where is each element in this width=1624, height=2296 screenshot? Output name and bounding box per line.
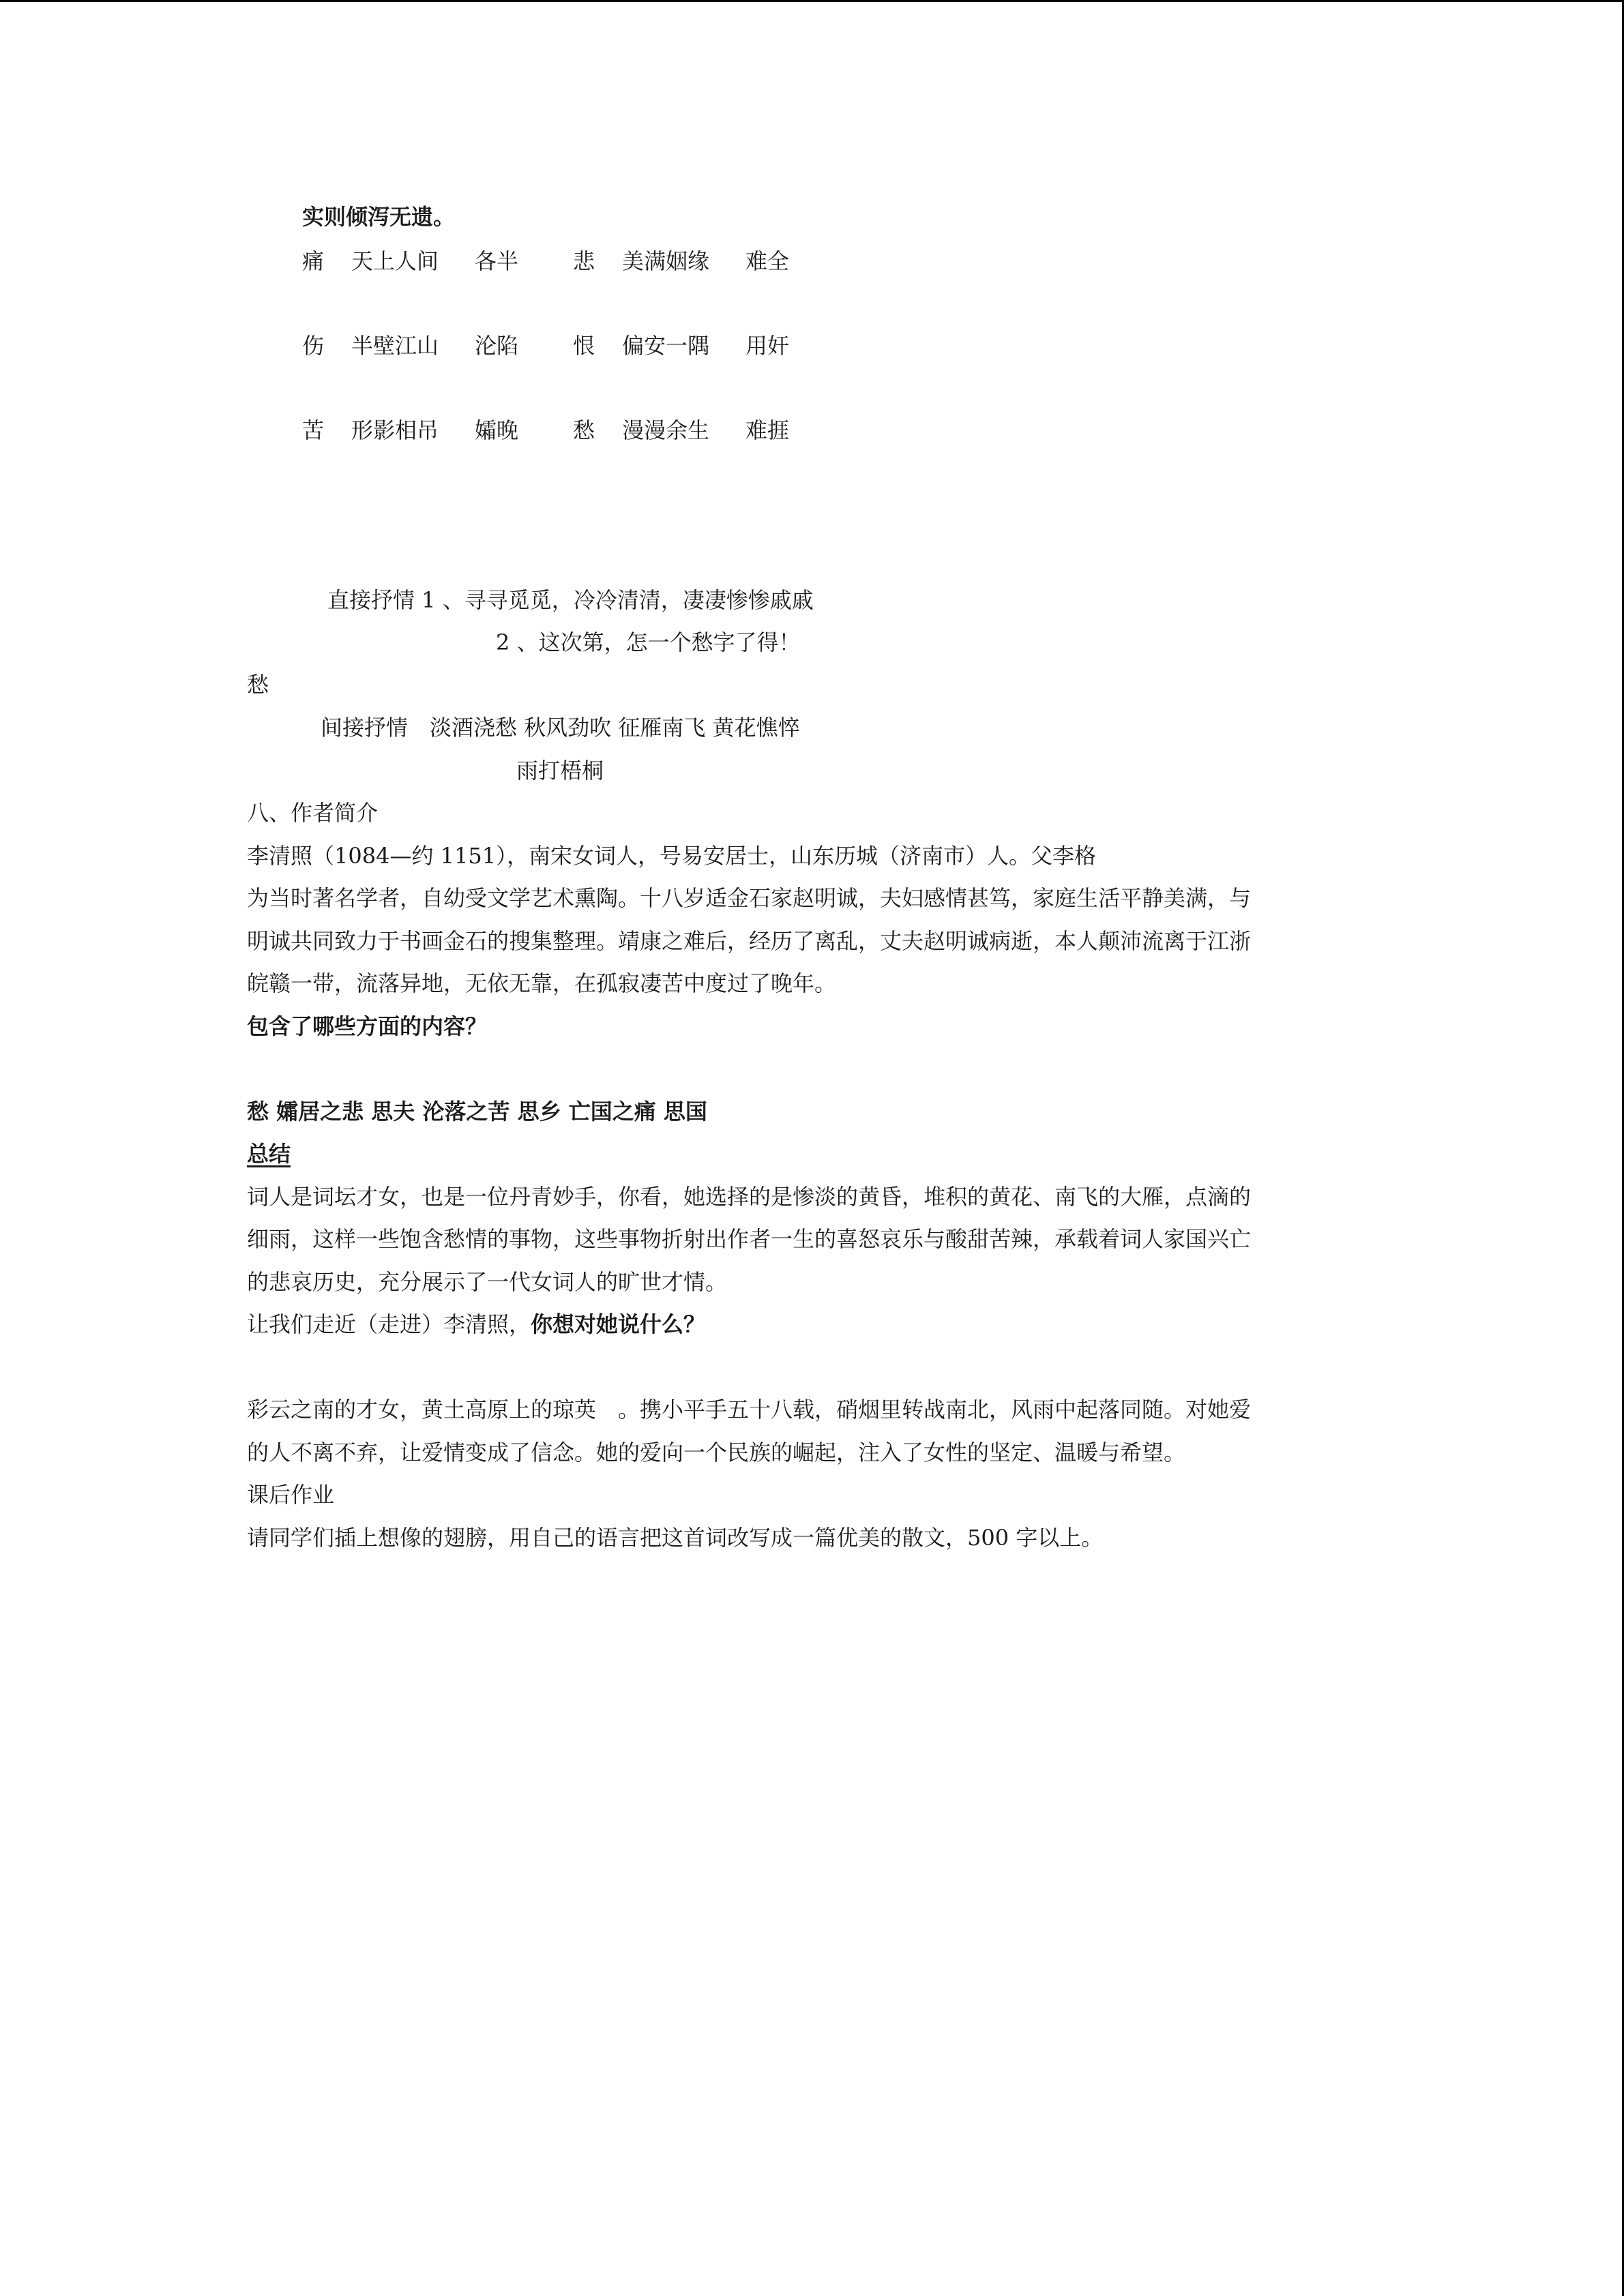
grid-r3-c2: 形影相吊: [351, 417, 439, 443]
tribute-line-2: 的人不离不弃，让爱情变成了信念。她的爱向一个民族的崛起，注入了女性的坚定、温暖与希望。: [247, 1440, 1186, 1465]
grid-r3-c1: 苦: [302, 417, 325, 443]
grid-r1-c5: 美满姻缘: [622, 248, 710, 274]
grid-r1-c6: 难全: [745, 248, 790, 274]
direct-lyric-2: 2 、这次第，怎一个愁字了得！: [496, 629, 801, 655]
direct-lyric-1: 直接抒情 1 、寻寻觅觅，冷冷清清，凄凄惨惨戚戚: [327, 587, 814, 613]
grid-r2-c2: 半壁江山: [351, 333, 439, 359]
grid-r2-c1: 伤: [302, 333, 325, 359]
summary-line-1: 词人是词坛才女，也是一位丹青妙手，你看，她选择的是惨淡的黄昏，堆积的黄花、南飞的大雁，点滴的: [247, 1184, 1252, 1210]
grid-r3-c3: 孀晚: [475, 417, 519, 443]
homework-heading: 课后作业: [247, 1482, 335, 1508]
intro-bold-line: 实则倾泻无遗。: [302, 204, 456, 230]
bio-line-4: 皖赣一带，流落异地，无依无靠，在孤寂凄苦中度过了晚年。: [247, 970, 837, 996]
grid-r1-c1: 痛: [302, 248, 325, 274]
grid-r2-c5: 偏安一隅: [622, 333, 710, 359]
grid-r3-c5: 漫漫余生: [622, 417, 710, 443]
section-author-heading: 八、作者简介: [247, 800, 379, 826]
bio-line-2: 为当时著名学者，自幼受文学艺术熏陶。十八岁适金石家赵明诚，夫妇感情甚笃，家庭生活平静美满，与: [247, 885, 1252, 911]
homework-text: 请同学们插上想像的翅膀，用自己的语言把这首词改写成一篇优美的散文，500 字以上。: [247, 1525, 1104, 1551]
ask-line: [247, 1309, 705, 1339]
ask-line-plain: 让我们走近（走进）李清照，: [247, 1311, 531, 1337]
chou-label: 愁: [247, 672, 269, 698]
summary-line-2: 细雨，这样一些饱含愁情的事物，这些事物折射出作者一生的喜怒哀乐与酸甜苦辣，承载着词人家国兴亡: [247, 1226, 1252, 1252]
question-heading: 包含了哪些方面的内容？: [247, 1013, 488, 1039]
aspects-line: 愁 孀居之悲 思夫 沦落之苦 思乡 亡国之痛 思国: [247, 1099, 707, 1124]
grid-r1-c3: 各半: [475, 248, 519, 274]
grid-r2-c6: 用奸: [745, 333, 790, 359]
bio-line-1: 李清照（1084—约 1151），南宋女词人，号易安居士，山东历城（济南市）人。父李格: [247, 843, 1097, 869]
indirect-lyric-1: 间接抒情 淡酒浇愁 秋风劲吹 征雁南飞 黄花憔悴: [321, 715, 800, 741]
tribute-line-1: 彩云之南的才女，黄土高原上的琼英 。携小平手五十八载，硝烟里转战南北，风雨中起落同随。对她爱: [247, 1397, 1252, 1422]
indirect-lyric-2: 雨打梧桐: [516, 758, 604, 784]
summary-heading: 总结: [247, 1141, 291, 1167]
grid-r3-c4: 愁: [573, 417, 595, 443]
page-top-border: [0, 0, 1624, 2]
ask-line-bold: 你想对她说什么？: [531, 1311, 706, 1337]
grid-r1-c2: 天上人间: [351, 248, 439, 274]
grid-r1-c4: 悲: [573, 248, 595, 274]
bio-line-3: 明诚共同致力于书画金石的搜集整理。靖康之难后，经历了离乱，丈夫赵明诚病逝，本人颠沛流离于江浙: [247, 928, 1252, 954]
grid-r2-c3: 沦陷: [475, 333, 519, 359]
grid-r3-c6: 难捱: [745, 417, 790, 443]
grid-r2-c4: 恨: [573, 333, 595, 359]
summary-line-3: 的悲哀历史，充分展示了一代女词人的旷世才情。: [247, 1269, 728, 1295]
